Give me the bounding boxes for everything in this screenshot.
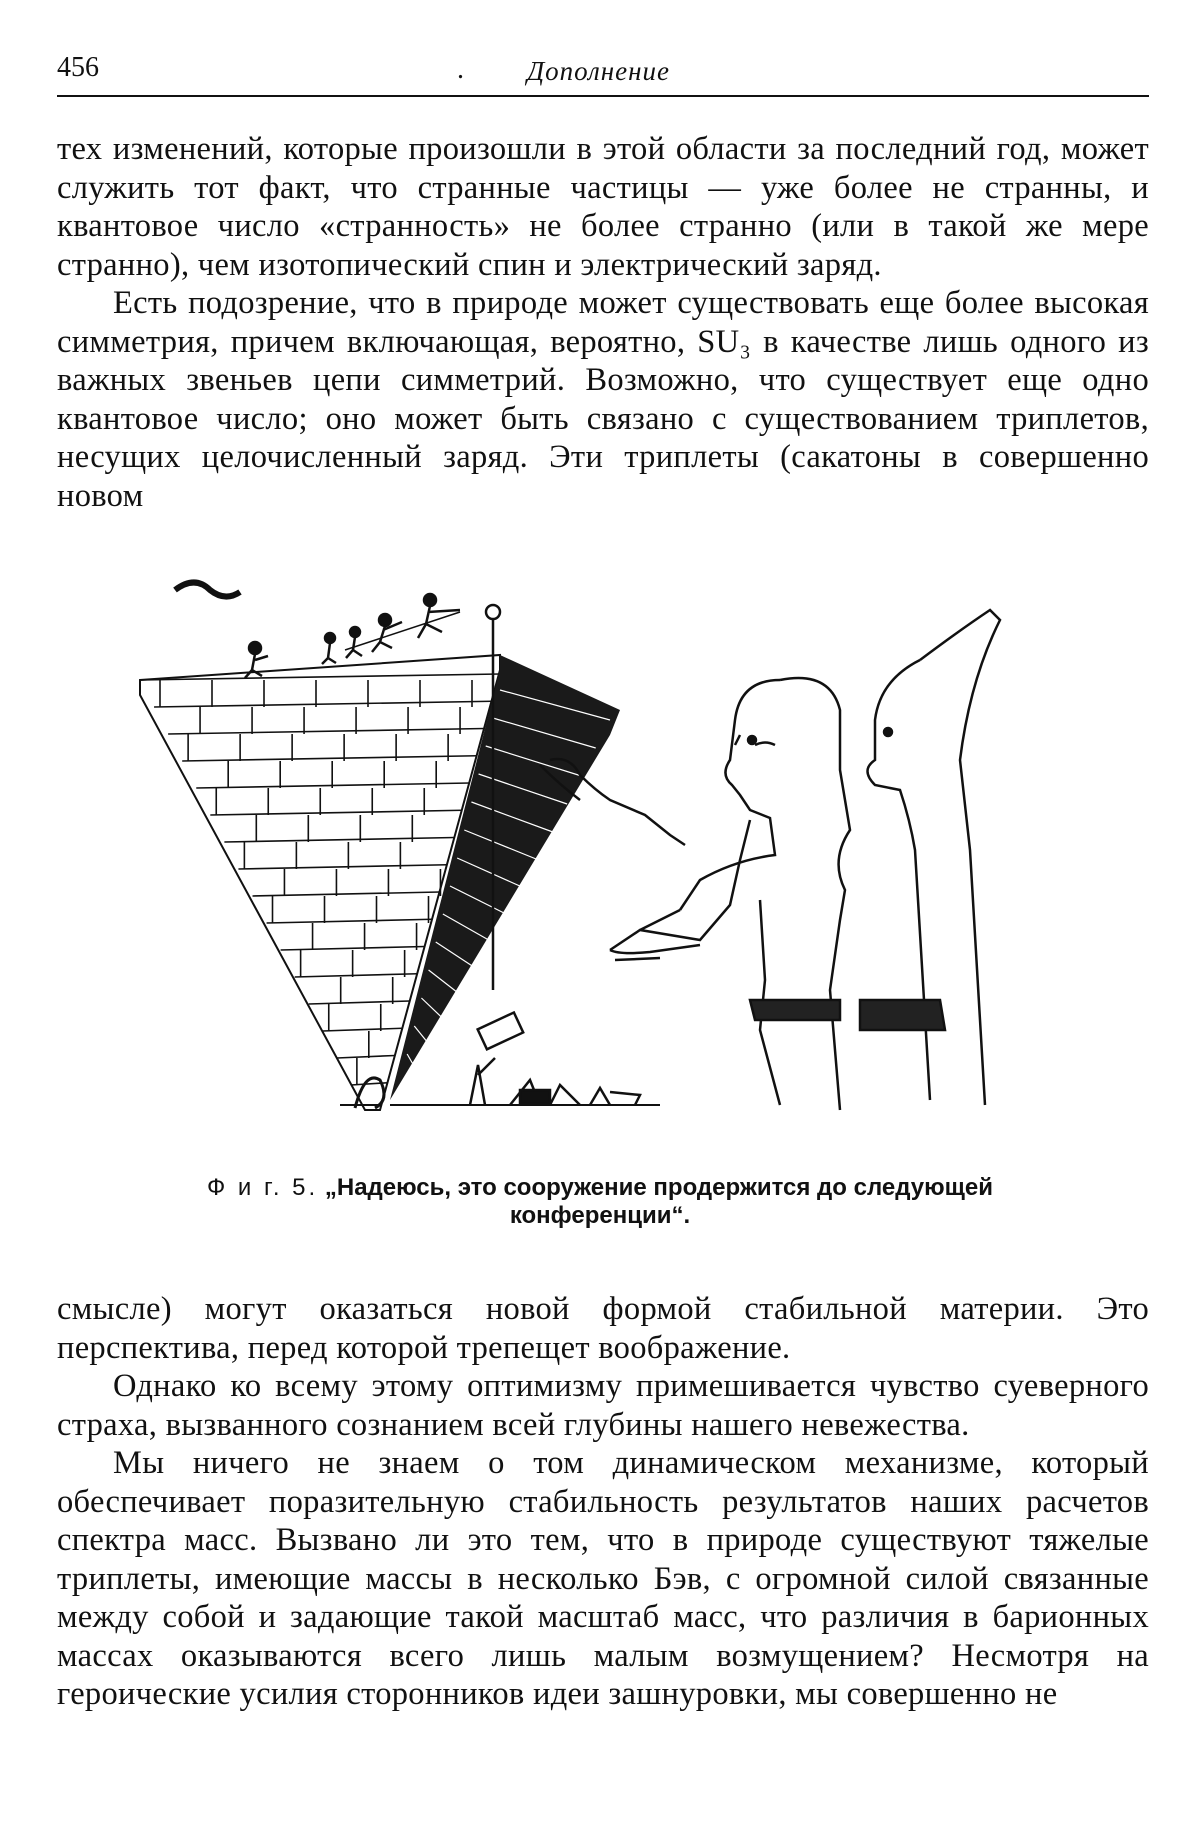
side-brick-line (407, 1054, 424, 1084)
paragraph: тех изменений, которые произошли в этой области за последний год, может служить тот факт, что странные частицы — уже более не странны, и квантовое число «странность» не более странно (или в такой же мере странно), чем изотопический спин и электрический заряд. (57, 131, 1149, 283)
text-block-after-figure (57, 1290, 1149, 1714)
running-title: Дополнение (527, 56, 671, 86)
paragraph: Однако ко всему этому оптимизму примешивается чувство суеверного страха, вызванного сознанием всей глубины нашего невежества. (57, 1368, 1149, 1443)
pulley-icon (486, 605, 500, 619)
bird-icon (175, 583, 240, 597)
header-dot: . (457, 54, 464, 85)
page-number: 456 (57, 52, 99, 83)
paragraph: смысле) могут оказаться новой формой стабильной материи. Это перспектива, перед которой трепещет воображение. (57, 1291, 1149, 1366)
figure-label: Ф и г. 5. (207, 1174, 319, 1201)
ground-workers (470, 1012, 640, 1105)
text-block-before-figure (57, 130, 1149, 515)
figure-caption (120, 1174, 1080, 1230)
page-header (57, 52, 1148, 96)
figure-caption-text: „Надеюсь, это сооружение продержится до следующей конференции“. (324, 1174, 993, 1229)
paragraph: Мы ничего не знаем о том динамическом механизме, который обеспечивает поразительную стабильность результатов наших расчетов спектра масс. Вызвано ли это тем, что в природе существуют тяжелые триплеты, имеющие массы в несколько Бэв, с огромной силой связанные между собой и задающие такой масштаб масс, что различия в барионных массах оказываются всего лишь малым возмущением? Несмотря на героические усилия сторонников идеи зашнуровки, мы совершенно не (57, 1445, 1149, 1712)
figure-illustration (140, 560, 1040, 1150)
egyptian-figures (540, 610, 1000, 1110)
header-rule (57, 95, 1149, 97)
paragraph: Есть подозрение, что в природе может существовать еще более высокая симметрия, причем включающая, вероятно, SU₃ в качестве лишь одного из важных звеньев цепи симметрий. Возможно, что существует еще одно квантовое число; оно может быть связано с существованием триплетов, несущих целочисленный заряд. Эти триплеты (сакатоны в совершенно новом (57, 285, 1149, 514)
inverted-pyramid-cartoon (140, 560, 1040, 1150)
